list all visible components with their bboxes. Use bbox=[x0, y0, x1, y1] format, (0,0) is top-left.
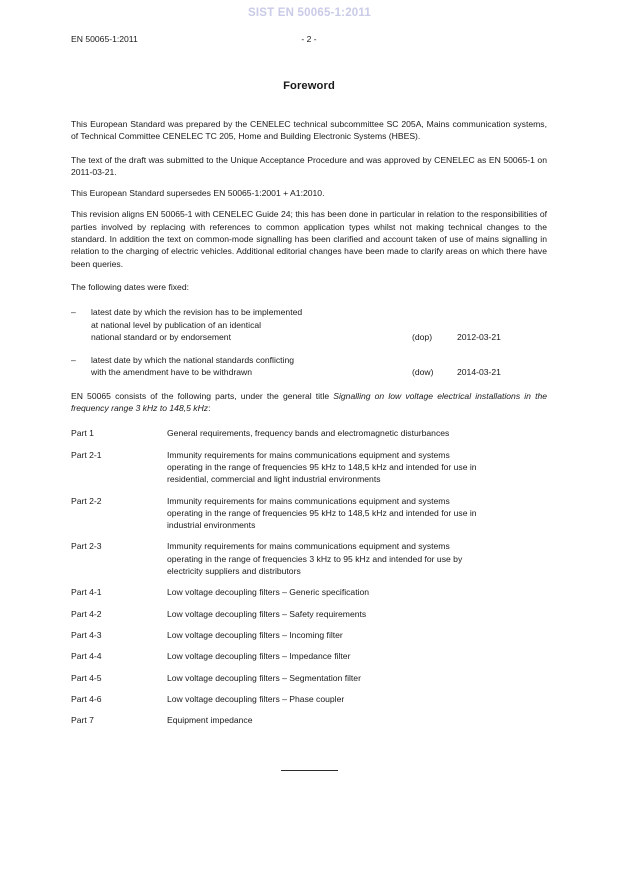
part-label: Part 2-1 bbox=[71, 449, 102, 460]
part-description-line: Low voltage decoupling filters – Phase coupler bbox=[167, 693, 345, 704]
part-label: Part 4-2 bbox=[71, 608, 102, 619]
part-description bbox=[167, 449, 547, 486]
document-identifier: EN 50065-1:2011 bbox=[71, 34, 138, 44]
table-row bbox=[71, 427, 547, 439]
section-end-rule bbox=[0, 762, 619, 780]
consists-trailer: : bbox=[208, 403, 211, 414]
part-description-line: Low voltage decoupling filters – Segmentation filter bbox=[167, 672, 361, 683]
foreword-paragraph-2: The text of the draft was submitted to the Unique Acceptance Procedure and was approved by CENELEC as EN 50065-1 on 2011-03-21. bbox=[71, 154, 547, 177]
date-item-line: latest date by which the revision has to be implemented bbox=[91, 307, 303, 318]
part-description-line: Immunity requirements for mains communications equipment and systems bbox=[167, 495, 450, 506]
date-value: 2014-03-21 bbox=[457, 367, 501, 378]
page-title: Foreword bbox=[283, 80, 335, 92]
date-item-text: national standard or by endorsement bbox=[91, 331, 231, 342]
part-description bbox=[167, 540, 547, 577]
table-row bbox=[71, 495, 547, 532]
part-label: Part 2-3 bbox=[71, 541, 102, 552]
table-row bbox=[71, 586, 547, 598]
date-item-line: latest date by which the national standards conflicting bbox=[91, 355, 295, 366]
part-label: Part 1 bbox=[71, 428, 94, 439]
part-label: Part 4-5 bbox=[71, 672, 102, 683]
part-description bbox=[167, 427, 547, 439]
part-description bbox=[167, 714, 547, 726]
part-description-line: industrial environments bbox=[167, 520, 256, 531]
part-description bbox=[167, 586, 547, 598]
part-description bbox=[167, 650, 547, 662]
part-description-line: operating in the range of frequencies 95 kHz to 148,5 kHz and intended for use in bbox=[167, 461, 477, 472]
date-value: 2012-03-21 bbox=[457, 331, 501, 342]
part-description-line: residential, commercial and light industrial environments bbox=[167, 474, 381, 485]
page-number: - 2 - bbox=[301, 34, 317, 44]
part-description-line: operating in the range of frequencies 3 kHz to 95 kHz and intended for use by bbox=[167, 553, 463, 564]
table-row bbox=[71, 629, 547, 641]
general-title: Signalling on low voltage electrical installations in the frequency range 3 kHz to 148,5 kHz bbox=[71, 390, 548, 414]
part-description bbox=[167, 629, 547, 641]
part-description-line: operating in the range of frequencies 95 kHz to 148,5 kHz and intended for use in bbox=[167, 507, 477, 518]
date-code: (dop) bbox=[412, 331, 433, 342]
part-description-line: Immunity requirements for mains communications equipment and systems bbox=[167, 449, 450, 460]
part-label: Part 4-4 bbox=[71, 651, 102, 662]
part-label: Part 7 bbox=[71, 715, 94, 726]
watermark-text: SIST EN 50065-1:2011 bbox=[248, 7, 371, 19]
date-item-last-line bbox=[91, 366, 547, 378]
list-dash-icon: – bbox=[71, 355, 76, 366]
table-row bbox=[71, 540, 547, 577]
table-row bbox=[71, 650, 547, 662]
foreword-paragraph-1: This European Standard was prepared by the CENELEC technical subcommittee SC 205A, Mains communication systems, of Technical Committee CENELEC TC 205, Home and Building Electronic Systems (HBES). bbox=[71, 119, 547, 142]
part-description-line: electricity suppliers and distributors bbox=[167, 566, 301, 577]
part-description-line: Low voltage decoupling filters – Generic specification bbox=[167, 587, 370, 598]
list-item bbox=[71, 354, 547, 379]
part-description-line: Low voltage decoupling filters – Safety requirements bbox=[167, 608, 367, 619]
part-description-line: Low voltage decoupling filters – Incoming filter bbox=[167, 629, 343, 640]
foreword-paragraph-3: This European Standard supersedes EN 50065-1:2001 + A1:2010. bbox=[71, 188, 325, 199]
table-row bbox=[71, 714, 547, 726]
consists-lead-in: EN 50065 consists of the following parts, under the general title bbox=[71, 390, 334, 401]
consists-of-paragraph bbox=[71, 390, 547, 415]
part-description bbox=[167, 672, 547, 684]
part-label: Part 4-3 bbox=[71, 629, 102, 640]
foreword-paragraph-5: The following dates were fixed: bbox=[71, 281, 189, 292]
horizontal-rule bbox=[281, 770, 338, 771]
part-description-line: General requirements, frequency bands and electromagnetic disturbances bbox=[167, 428, 450, 439]
date-code: (dow) bbox=[412, 367, 434, 378]
part-description bbox=[167, 495, 547, 532]
parts-list bbox=[71, 427, 547, 726]
table-row bbox=[71, 608, 547, 620]
part-description bbox=[167, 693, 547, 705]
date-item-last-line bbox=[91, 331, 547, 343]
list-dash-icon: – bbox=[71, 307, 76, 318]
date-item-line: at national level by publication of an identical bbox=[91, 319, 262, 330]
part-description bbox=[167, 608, 547, 620]
table-row bbox=[71, 693, 547, 705]
date-item-text: with the amendment have to be withdrawn bbox=[91, 367, 252, 378]
foreword-paragraph-4: This revision aligns EN 50065-1 with CENELEC Guide 24; this has been done in particular in relation to the responsibilities of parties involved by replacing with references to common application types whilst not making technical changes to the standard. In addition the text on common-mode signalling has been clarified and account taken of use of mains signalling in relation to the charging of electric vehicles. Additional editorial changes have been made to clarify areas on which there have been queries. bbox=[71, 209, 547, 269]
table-row bbox=[71, 449, 547, 486]
table-row bbox=[71, 672, 547, 684]
fixed-dates-list bbox=[71, 306, 547, 378]
document-body bbox=[71, 80, 547, 735]
part-label: Part 4-1 bbox=[71, 587, 102, 598]
part-description-line: Low voltage decoupling filters – Impedance filter bbox=[167, 651, 351, 662]
part-label: Part 2-2 bbox=[71, 495, 102, 506]
list-item bbox=[71, 306, 547, 343]
part-label: Part 4-6 bbox=[71, 693, 102, 704]
part-description-line: Equipment impedance bbox=[167, 715, 253, 726]
part-description-line: Immunity requirements for mains communications equipment and systems bbox=[167, 541, 450, 552]
